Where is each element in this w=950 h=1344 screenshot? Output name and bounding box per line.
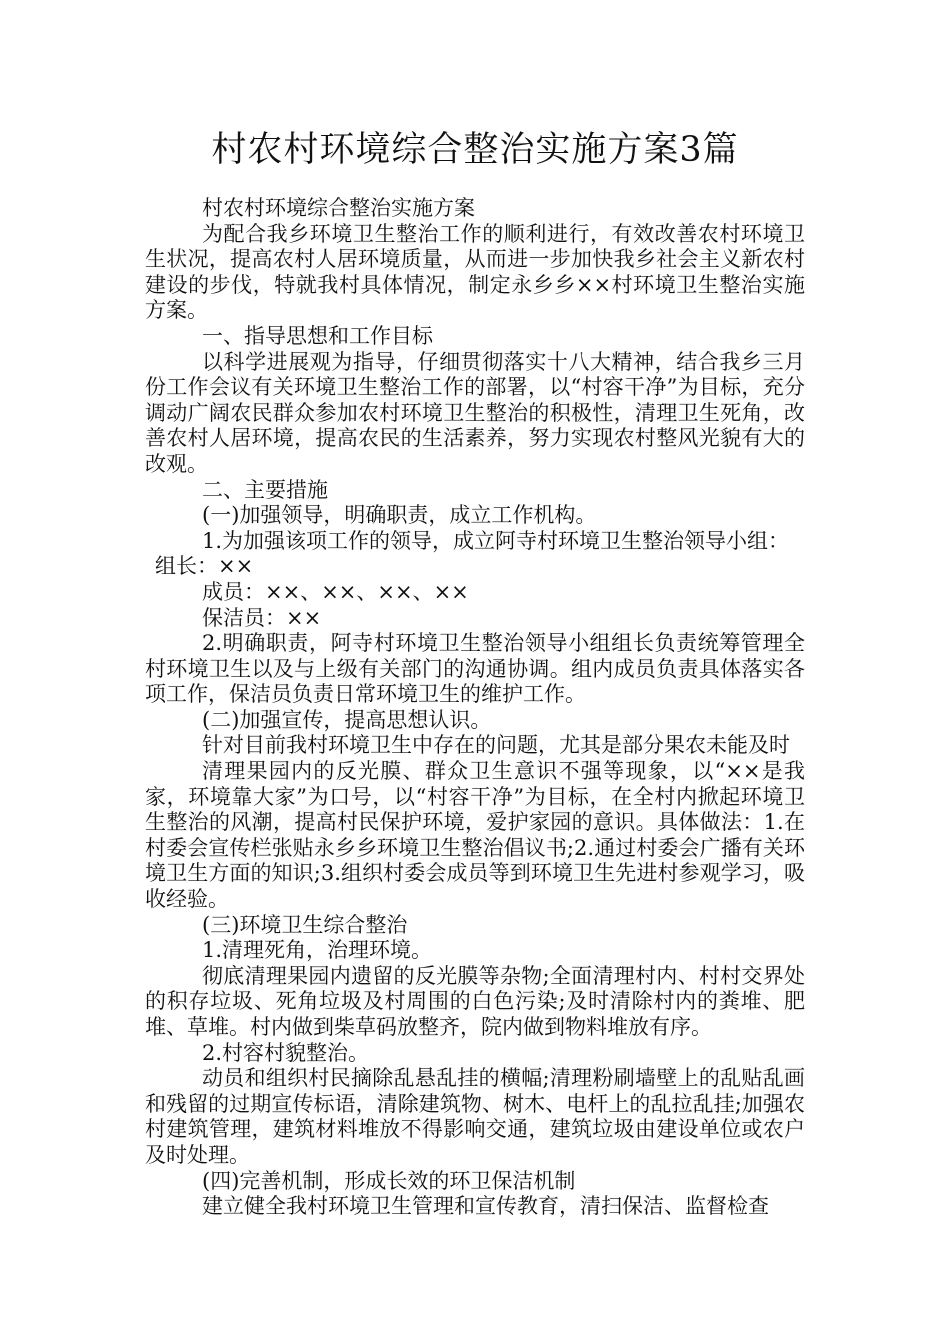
paragraph: 1.为加强该项工作的领导，成立阿寺村环境卫生整治领导小组： [202, 528, 790, 553]
document-body [145, 196, 805, 1220]
paragraph: 2.明确职责，阿寺村环境卫生整治领导小组组长负责统筹管理全村环境卫生以及与上级有关部门的沟通协调。组内成员负责具体落实各项工作，保洁员负责日常环境卫生的维护工作。 [145, 631, 805, 707]
paragraph: 村农村环境综合整治实施方案 [202, 196, 475, 220]
paragraph: 1.清理死角，治理环境。 [202, 938, 433, 963]
subsection-heading: (一)加强领导，明确职责，成立工作机构。 [202, 503, 597, 528]
subsection-heading: (二)加强宣传，提高思想认识。 [202, 707, 492, 732]
paragraph: 组长：×× [155, 554, 254, 579]
paragraph: 2.村容村貌整治。 [202, 1040, 370, 1065]
paragraph: 清理果园内的反光膜、群众卫生意识不强等现象，以“××是我家，环境靠大家”为口号，以“村容干净”为目标，在全村内掀起环境卫生整治的风潮，提高村民保护环境，爱护家园的意识。具体做法：1.在村委会宣传栏张贴永乡乡环境卫生整治倡议书;2.通过村委会广播有关环境卫生方面的知识;3.组织村委会成员等到环境卫生先进村参观学习，吸收经验。 [145, 759, 805, 912]
subsection-heading: (四)完善机制，形成长效的环卫保洁机制 [202, 1168, 576, 1193]
paragraph: 彻底清理果园内遗留的反光膜等杂物;全面清理村内、村村交界处的积存垃圾、死角垃圾及村周围的白色污染;及时清除村内的粪堆、肥堆、草堆。村内做到柴草码放整齐，院内做到物料堆放有序。 [145, 963, 805, 1039]
paragraph: 建立健全我村环境卫生管理和宣传教育，清扫保洁、监督检查 [202, 1194, 769, 1219]
section-heading: 一、指导思想和工作目标 [202, 323, 433, 348]
paragraph: 动员和组织村民摘除乱悬乱挂的横幅;清理粉刷墙壁上的乱贴乱画和残留的过期宣传标语，清除建筑物、树木、电杆上的乱拉乱挂;加强农村建筑管理，建筑材料堆放不得影响交通，建筑垃圾由建设单位或农户及时处理。 [145, 1066, 805, 1167]
subsection-heading: (三)环境卫生综合整治 [202, 912, 408, 937]
paragraph: 以科学进展观为指导，仔细贯彻落实十八大精神，结合我乡三月份工作会议有关环境卫生整治工作的部署，以“村容干净”为目标，充分调动广阔农民群众参加农村环境卫生整治的积极性，清理卫生死角，改善农村人居环境，提高农民的生活素养，努力实现农村整风光貌有大的改观。 [145, 349, 805, 476]
paragraph: 为配合我乡环境卫生整治工作的顺利进行，有效改善农村环境卫生状况，提高农村人居环境质量，从而进一步加快我乡社会主义新农村建设的步伐，特就我村具体情况，制定永乡乡××村环境卫生整治实施方案。 [145, 221, 805, 323]
paragraph: 针对目前我村环境卫生中存在的问题，尤其是部分果农未能及时 [202, 733, 790, 758]
document-title: 村农村环境综合整治实施方案3篇 [211, 130, 739, 170]
section-heading: 二、主要措施 [202, 477, 328, 502]
paragraph: 成员：××、××、××、×× [202, 579, 469, 604]
paragraph: 保洁员：×× [202, 605, 322, 630]
